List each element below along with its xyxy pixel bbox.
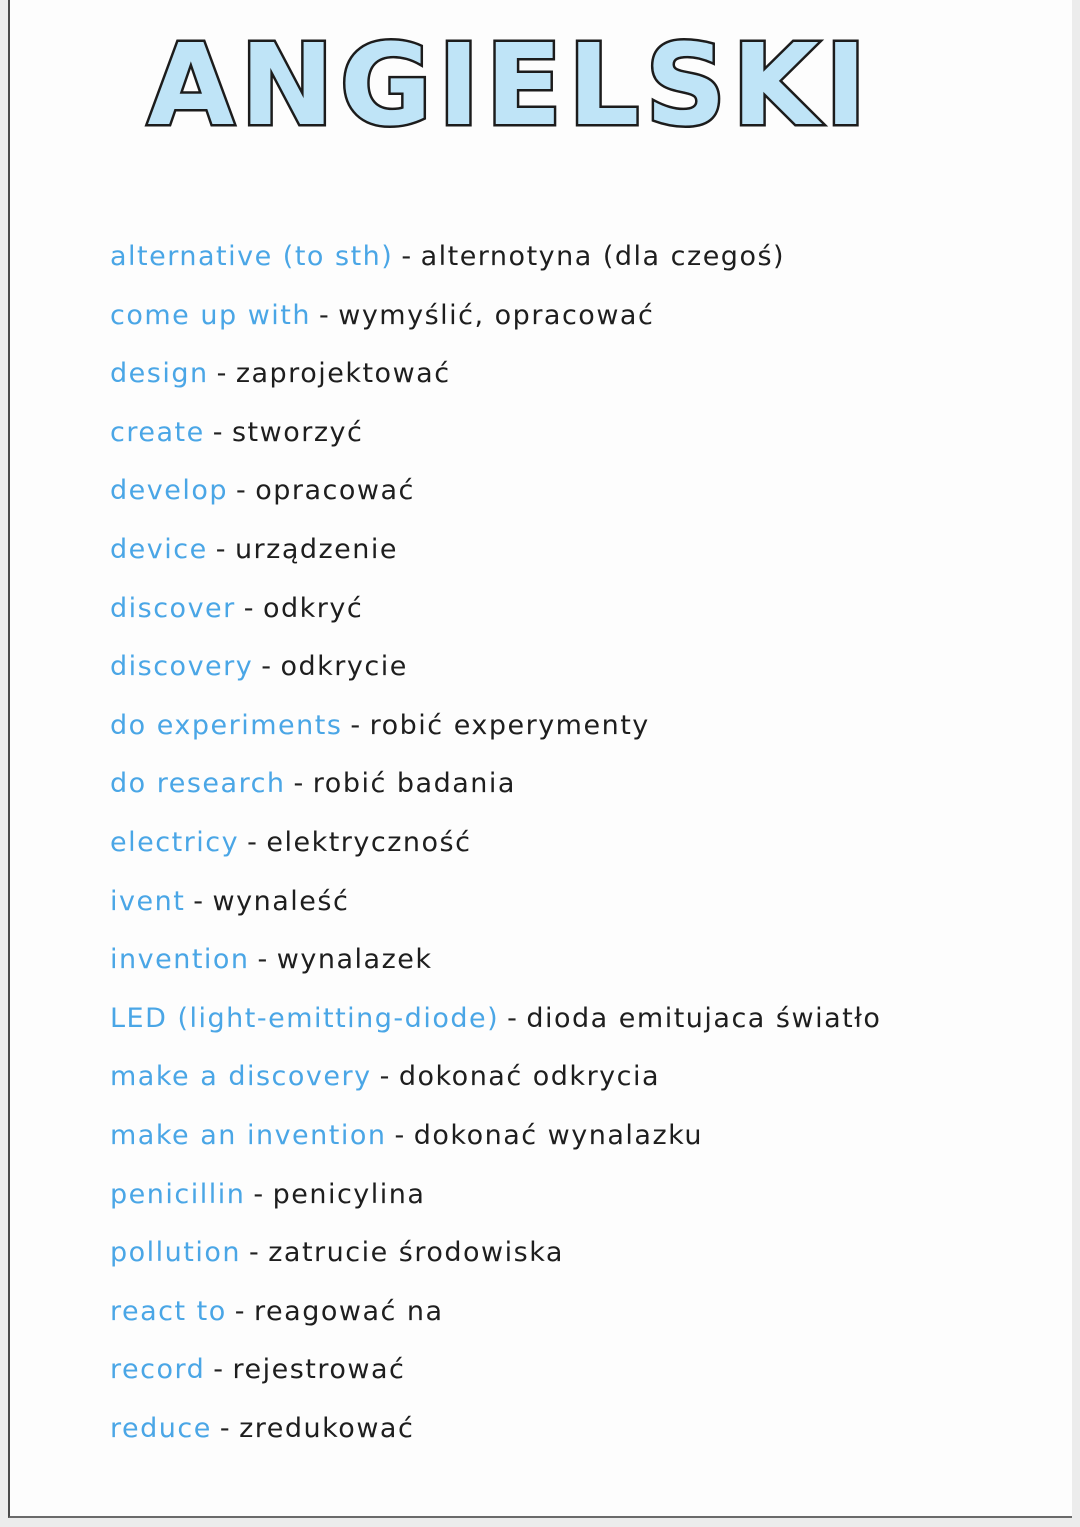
vocab-entry xyxy=(110,1341,881,1400)
vocab-separator: - xyxy=(507,1002,519,1034)
vocab-term: electricy xyxy=(110,826,240,858)
vocab-entry xyxy=(110,1283,881,1342)
vocab-entry xyxy=(110,873,881,932)
vocab-separator: - xyxy=(249,1237,261,1269)
vocab-entry xyxy=(110,697,881,756)
vocab-translation: dioda emitujaca światło xyxy=(526,1002,882,1034)
vocab-term: react to xyxy=(110,1295,227,1327)
vocab-separator: - xyxy=(234,1295,247,1327)
vocab-term: design xyxy=(110,358,209,390)
vocab-separator: - xyxy=(261,651,273,683)
vocab-term: do research xyxy=(110,768,286,800)
vocab-separator: - xyxy=(215,533,227,565)
vocab-term: make a discovery xyxy=(110,1061,372,1093)
vocab-translation: dokonać wynalazku xyxy=(413,1119,704,1151)
vocab-term: discovery xyxy=(110,651,254,683)
vocab-translation: wymyślić, opracować xyxy=(338,299,655,331)
vocab-separator: - xyxy=(293,768,305,800)
vocab-separator: - xyxy=(216,358,228,390)
vocab-translation: odkrycie xyxy=(280,651,408,683)
vocab-term: record xyxy=(110,1354,206,1386)
vocab-separator: - xyxy=(236,475,248,507)
vocab-term: invention xyxy=(110,944,250,976)
vocab-entry xyxy=(110,990,881,1049)
vocab-translation: wynaleść xyxy=(212,885,350,917)
vocab-translation: zatrucie środowiska xyxy=(268,1237,564,1269)
vocab-separator: - xyxy=(318,299,331,331)
vocab-entry xyxy=(110,287,881,346)
vocab-entry xyxy=(110,1107,881,1166)
vocab-entry xyxy=(110,462,881,521)
vocabulary-list xyxy=(110,228,881,1458)
vocab-term: discover xyxy=(110,592,236,624)
vocab-translation: stworzyć xyxy=(231,416,364,448)
page-title: ANGIELSKI xyxy=(147,21,873,151)
vocab-separator: - xyxy=(212,416,224,448)
vocab-separator: - xyxy=(350,709,362,741)
vocab-separator: - xyxy=(243,592,256,624)
vocab-term: create xyxy=(110,416,205,448)
vocab-term: develop xyxy=(110,475,228,507)
vocab-separator: - xyxy=(401,241,413,272)
vocab-entry xyxy=(110,1048,881,1107)
vocab-translation: robić experymenty xyxy=(369,709,650,741)
vocab-translation: wynalazek xyxy=(276,944,433,976)
vocab-entry xyxy=(110,1166,881,1225)
vocab-translation: zaprojektować xyxy=(235,358,451,390)
vocab-translation: odkryć xyxy=(263,592,364,624)
vocab-separator: - xyxy=(394,1119,406,1151)
vocab-term: make an invention xyxy=(110,1119,387,1151)
vocab-translation: alternotyna (dla czegoś) xyxy=(420,241,786,272)
vocab-translation: dokonać odkrycia xyxy=(398,1061,661,1093)
vocab-term: alternative (to sth) xyxy=(110,241,394,272)
vocab-translation: elektryczność xyxy=(266,826,472,858)
vocab-term: penicillin xyxy=(110,1178,246,1210)
vocab-term: reduce xyxy=(110,1412,212,1444)
vocab-translation: reagować na xyxy=(254,1295,444,1327)
vocab-entry xyxy=(110,580,881,639)
vocab-entry xyxy=(110,345,881,404)
vocab-entry xyxy=(110,521,881,580)
vocab-entry xyxy=(110,931,881,990)
vocab-separator: - xyxy=(253,1178,265,1210)
vocab-term: LED (light-emitting-diode) xyxy=(110,1002,500,1034)
vocab-entry xyxy=(110,638,881,697)
vocab-entry xyxy=(110,1224,881,1283)
vocab-entry xyxy=(110,755,881,814)
vocab-term: pollution xyxy=(110,1237,241,1269)
vocab-separator: - xyxy=(257,944,269,976)
notebook-page xyxy=(8,0,1072,1518)
vocab-translation: opracować xyxy=(255,475,415,507)
vocab-separator: - xyxy=(219,1412,232,1444)
vocab-translation: rejestrować xyxy=(232,1354,406,1386)
vocab-translation: zredukować xyxy=(239,1412,415,1444)
vocab-entry xyxy=(110,228,881,287)
vocab-separator: - xyxy=(379,1061,391,1093)
vocab-separator: - xyxy=(213,1354,225,1386)
vocab-entry xyxy=(110,814,881,873)
vocab-translation: robić badania xyxy=(312,768,516,800)
vocab-term: ivent xyxy=(110,885,186,917)
vocab-entry xyxy=(110,1400,881,1459)
vocab-term: do experiments xyxy=(110,709,343,741)
vocab-entry xyxy=(110,404,881,463)
vocab-term: device xyxy=(110,533,208,565)
vocab-translation: urządzenie xyxy=(234,533,399,565)
vocab-separator: - xyxy=(193,885,205,917)
vocab-separator: - xyxy=(247,826,259,858)
vocab-term: come up with xyxy=(110,299,311,331)
vocab-translation: penicylina xyxy=(272,1178,426,1210)
